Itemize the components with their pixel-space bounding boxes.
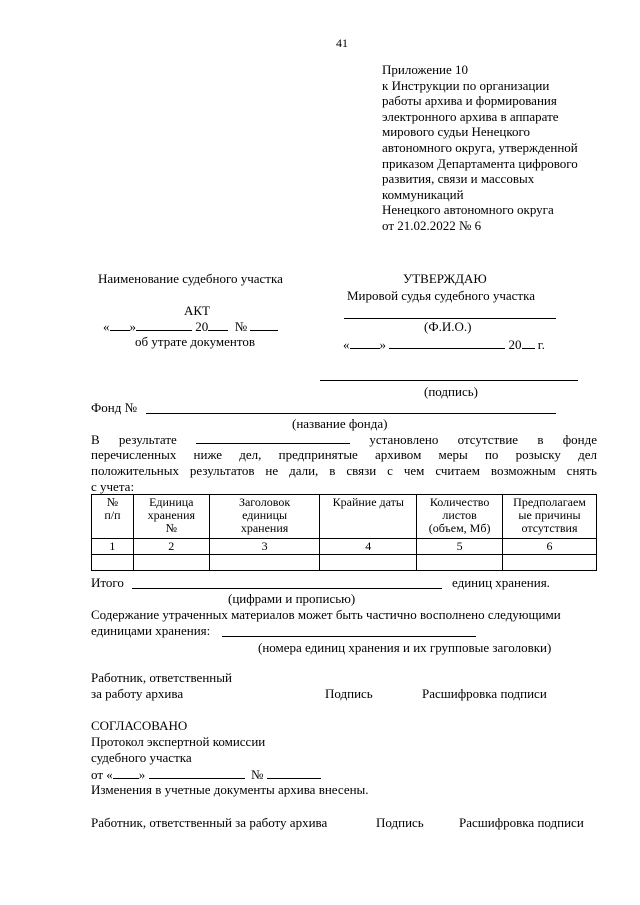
empty-cell — [417, 555, 503, 571]
fond-caption: (название фонда) — [292, 416, 388, 431]
appendix-line: коммуникаций — [382, 186, 464, 202]
worker1-decode: Расшифровка подписи — [422, 686, 547, 701]
restore-caption: (номера единиц хранения и их групповые заголовки) — [258, 640, 552, 655]
number-cell: 4 — [320, 539, 417, 555]
agreed-from-open: от « — [91, 767, 113, 782]
number-cell: 6 — [503, 539, 597, 555]
paragraph-line-1 — [91, 431, 597, 449]
approve-year-suffix: г. — [537, 337, 545, 352]
header-cell: Единица хранения № — [133, 495, 209, 539]
approve-year-prefix: 20 — [508, 337, 522, 352]
signature-line — [320, 380, 578, 381]
table-row — [92, 555, 597, 571]
act-date-close: » — [129, 319, 136, 334]
appendix-line: к Инструкции по организации — [382, 77, 550, 93]
agreed-date-line — [91, 766, 321, 782]
appendix-line: автономного округа, утвержденной — [382, 140, 578, 155]
agreed-number-sign: № — [251, 767, 264, 782]
total-line — [132, 588, 442, 589]
approve-date-close: » — [379, 337, 386, 352]
header-cell: Количество листов (объем, Мб) — [417, 495, 503, 539]
agreed-from-close: » — [138, 767, 146, 782]
table-header-row — [92, 495, 597, 539]
act-number-blank — [250, 318, 278, 331]
worker2-label: Работник, ответственный за работу архива — [91, 815, 328, 830]
number-cell: 5 — [417, 539, 503, 555]
approve-day-blank — [350, 336, 380, 349]
total-suffix: единиц хранения. — [452, 575, 550, 590]
table-number-row — [92, 539, 597, 555]
number-cell: 2 — [133, 539, 209, 555]
empty-cell — [503, 555, 597, 571]
appendix-line: Ненецкого автономного округа — [382, 202, 554, 218]
total-label: Итого — [91, 575, 124, 590]
number-cell: 1 — [92, 539, 134, 555]
appendix-line: электронного архива в аппарате — [382, 108, 559, 124]
paragraph-line-1-start: В результате — [91, 432, 177, 447]
restore-line-2: единицами хранения: — [91, 623, 211, 638]
worker1-line-1: Работник, ответственный — [91, 670, 232, 685]
fond-line — [146, 413, 556, 414]
appendix-line: от 21.02.2022 № 6 — [382, 218, 482, 233]
empty-cell — [209, 555, 320, 571]
agreed-changes: Изменения в учетные документы архива внесены. — [91, 782, 369, 797]
agreed-line-1: Протокол экспертной комиссии — [91, 734, 266, 749]
agreed-day-blank — [113, 766, 139, 779]
appendix-line: развития, связи и массовых — [382, 171, 535, 187]
empty-cell — [133, 555, 209, 571]
approve-year-blank — [522, 336, 535, 349]
worker1-line-2: за работу архива — [91, 686, 184, 701]
act-year-prefix: 20 — [195, 319, 209, 334]
appendix-line: приказом Департамента цифрового — [382, 155, 578, 171]
approve-label: УТВЕРЖДАЮ — [403, 271, 487, 286]
court-name-label: Наименование судебного участка — [98, 271, 283, 286]
header-cell: Заголовок единицы хранения — [209, 495, 320, 539]
fio-caption: (Ф.И.О.) — [424, 319, 472, 334]
empty-cell — [92, 555, 134, 571]
appendix-line: мирового судьи Ненецкого — [382, 124, 531, 140]
approve-date-open: « — [343, 337, 350, 352]
empty-cell — [320, 555, 417, 571]
appendix-line: Приложение 10 — [382, 62, 469, 77]
documents-table — [91, 494, 597, 571]
header-cell: Предполагаем ые причины отсутствия — [503, 495, 597, 539]
worker1-sign: Подпись — [325, 686, 373, 701]
header-cell: № п/п — [92, 495, 134, 539]
worker2-sign: Подпись — [376, 815, 424, 830]
header-cell: Крайние даты — [320, 495, 417, 539]
act-date-open: « — [103, 319, 110, 334]
paragraph-line-1-end: установлено отсутствие в фонде — [369, 432, 597, 447]
restore-line-1: Содержание утраченных материалов может быть частично восполнено следующими — [91, 607, 561, 622]
restore-line — [222, 636, 476, 637]
worker2-decode: Расшифровка подписи — [459, 815, 584, 830]
judge-label: Мировой судья судебного участка — [347, 288, 535, 303]
act-date-line — [103, 318, 278, 334]
agreed-title: СОГЛАСОВАНО — [91, 718, 188, 733]
approve-month-blank — [389, 336, 505, 349]
paragraph-line-4: с учета: — [91, 479, 135, 494]
act-month-blank — [136, 318, 192, 331]
act-day-blank — [110, 318, 130, 331]
agreed-number-blank — [267, 766, 321, 779]
number-cell: 3 — [209, 539, 320, 555]
agreed-line-2: судебного участка — [91, 750, 192, 765]
act-subject: об утрате документов — [135, 334, 256, 349]
paragraph-line-3: положительных результатов не дали, в связи с чем считаем возможным снять — [91, 463, 597, 478]
total-caption: (цифрами и прописью) — [228, 591, 356, 606]
act-year-blank — [208, 318, 228, 331]
agreed-month-blank — [149, 766, 245, 779]
paragraph-line-2: перечисленных ниже дел, предпринятые архивом меры по розыску дел — [91, 447, 597, 462]
act-number-sign: № — [234, 319, 248, 334]
appendix-line: работы архива и формирования — [382, 93, 557, 109]
fond-label: Фонд № — [91, 400, 137, 415]
approve-date-line — [343, 336, 545, 352]
signature-caption: (подпись) — [424, 384, 478, 399]
reason-blank — [196, 431, 350, 444]
act-title: АКТ — [184, 303, 210, 318]
page-number: 41 — [336, 36, 348, 50]
